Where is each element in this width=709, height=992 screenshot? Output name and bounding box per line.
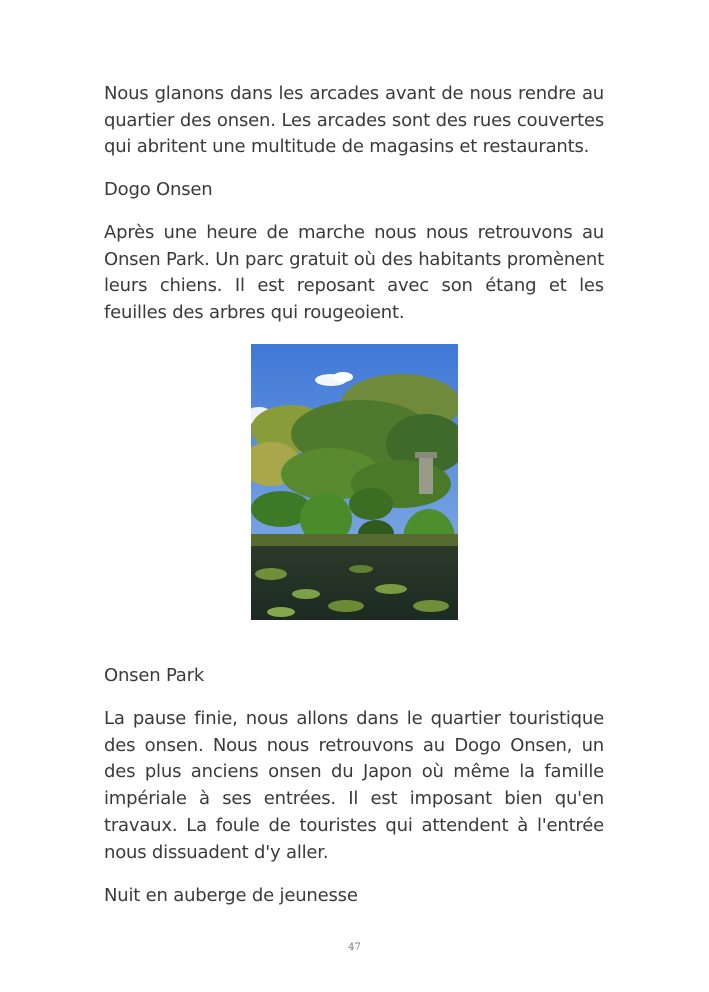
heading-dogo-onsen: Dogo Onsen [104,179,213,200]
heading-auberge: Nuit en auberge de jeunesse [104,885,358,906]
paragraph-arcades: Nous glanons dans les arcades avant de nous rendre au quartier des onsen. Les arcades sont des rues couvertes qui abritent une multitude de magasins et restaurants. [104,83,604,158]
page-number: 47 [348,942,361,953]
park-photo-illustration [251,344,458,620]
heading-onsen-park: Onsen Park [104,665,205,686]
paragraph-dogo-visit: La pause finie, nous allons dans le quartier touristique des onsen. Nous nous retrouvons au Dogo Onsen, un des plus anciens onsen du Japon où même la famille impériale à ses entrées. Il est imposant bien qu'en travaux. La foule de touristes qui attendent à l'entrée nous dissuadent d'y aller. [104,708,604,863]
park-photo [251,344,458,620]
paragraph-onsen-park: Après une heure de marche nous nous retrouvons au Onsen Park. Un parc gratuit où des habitants promènent leurs chiens. Il est reposant avec son étang et les feuilles des arbres qui rougeoient. [104,222,604,324]
